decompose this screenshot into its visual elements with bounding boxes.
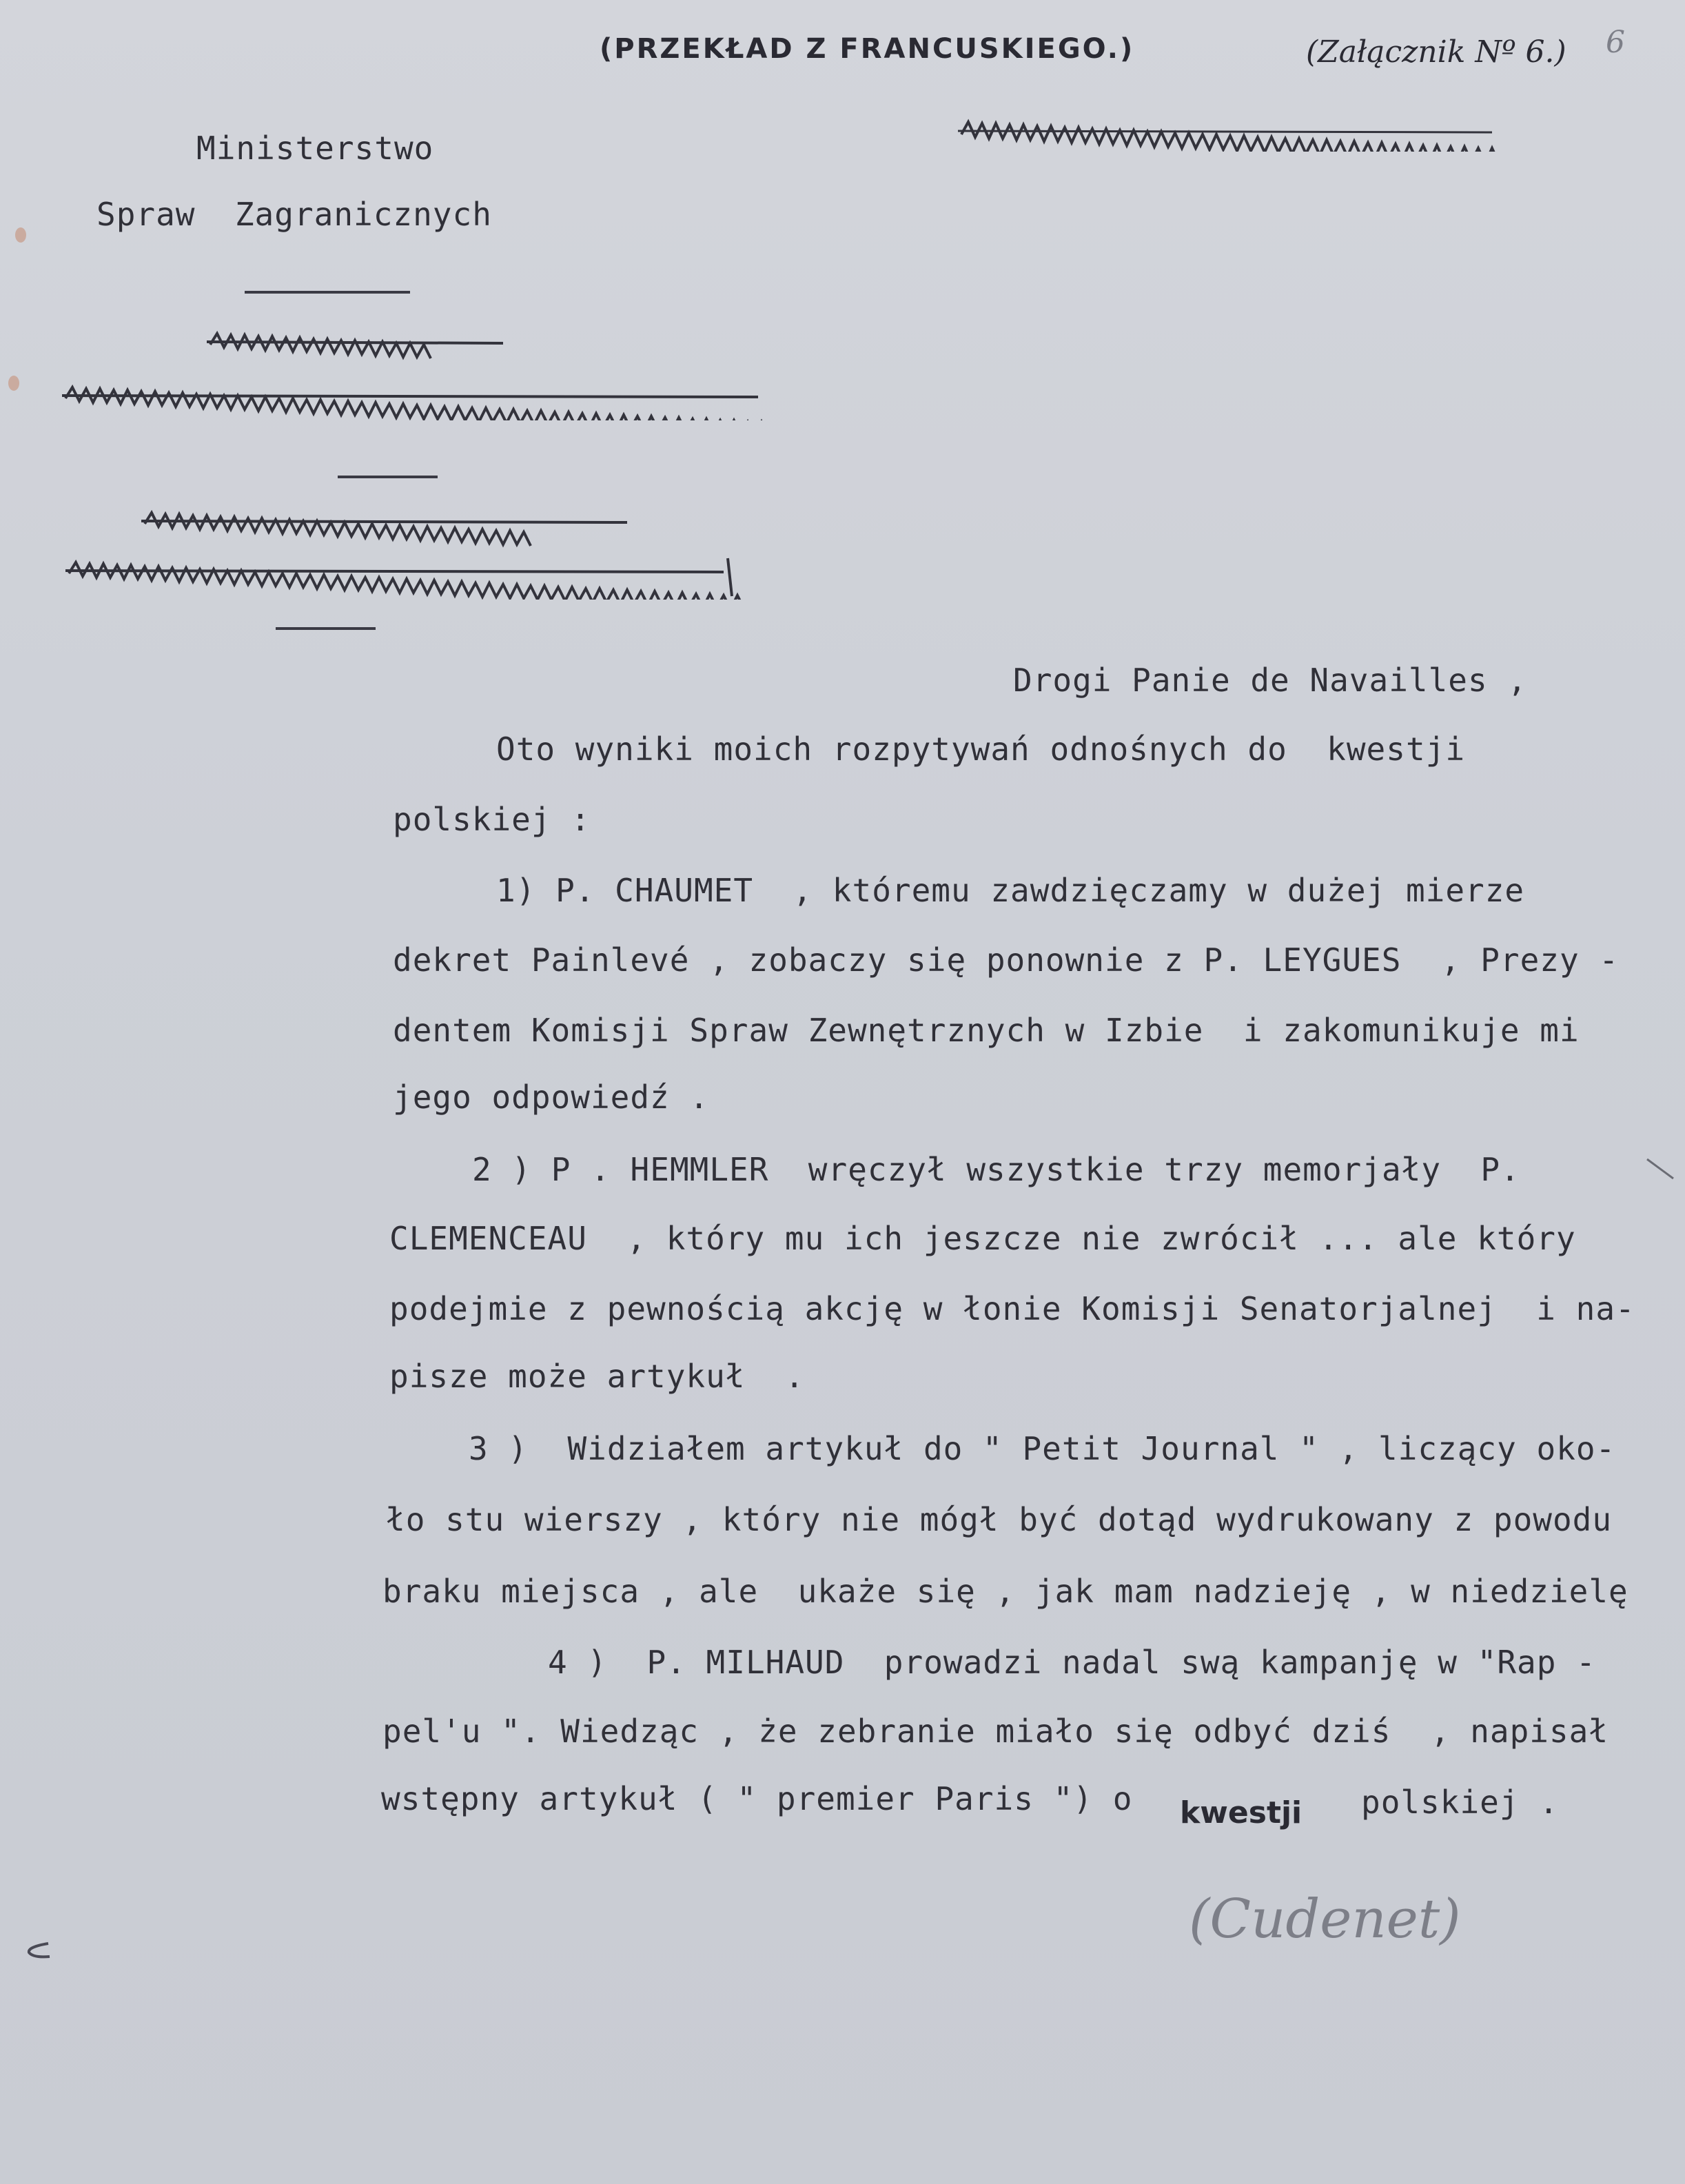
item1-line-1: 1) P. CHAUMET , któremu zawdzięczamy w dużej mierze — [496, 872, 1525, 909]
margin-tick — [1646, 1158, 1680, 1185]
divider-2 — [338, 476, 438, 478]
item4-inserted-word: kwestji — [1180, 1795, 1303, 1830]
struck-out-header-right — [958, 110, 1495, 152]
stain-spot — [8, 376, 19, 391]
item2-line-4: pisze może artykuł . — [389, 1358, 805, 1395]
item1-line-4: jego odpowiedź . — [393, 1079, 710, 1116]
stain-spot — [15, 227, 26, 243]
item4-line-3: wstępny artykuł ( " premier Paris ") o — [381, 1780, 1133, 1817]
struck-out-subdepartment — [62, 496, 744, 600]
item3-line-1: 3 ) Widziałem artykuł do " Petit Journal " , liczący oko- — [469, 1430, 1616, 1467]
page-number: 6 — [1606, 25, 1625, 60]
item1-line-3: dentem Komisji Spraw Zewnętrznych w Izbie i zakomunikuje mi — [393, 1012, 1580, 1049]
salutation: Drogi Panie de Navailles , — [1013, 662, 1528, 699]
divider-3 — [276, 627, 376, 630]
attachment-label: (Załącznik Nº 6.) — [1306, 34, 1566, 70]
signature: (Cudenet) — [1189, 1888, 1461, 1950]
item4-line-3-end: polskiej . — [1361, 1784, 1559, 1821]
struck-out-department — [62, 324, 772, 420]
item3-line-3: braku miejsca , ale ukaże się , jak mam nadzieję , w niedzielę — [382, 1573, 1628, 1610]
intro-line-2: polskiej : — [393, 801, 591, 838]
item2-line-2: CLEMENCEAU , który mu ich jeszcze nie zwrócił ... ale który — [389, 1220, 1576, 1257]
translation-note: (PRZEKŁAD Z FRANCUSKIEGO.) — [600, 33, 1135, 65]
intro-line-1: Oto wyniki moich rozpytywań odnośnych do kwestji — [496, 731, 1466, 768]
item4-line-2: pel'u ". Wiedząc , że zebranie miało się odbyć dziś , napisał — [382, 1713, 1609, 1750]
ministry-line-1: Ministerstwo — [196, 130, 434, 167]
divider-1 — [245, 291, 410, 294]
item4-line-1: 4 ) P. MILHAUD prowadzi nadal swą kampanję w "Rap - — [548, 1644, 1596, 1681]
item3-line-2: ło stu wierszy , który nie mógł być dotąd wydrukowany z powodu — [386, 1501, 1613, 1538]
item1-line-2: dekret Painlevé , zobaczy się ponownie z P. LEYGUES , Prezy - — [393, 941, 1620, 979]
ministry-line-2: Spraw Zagranicznych — [96, 196, 492, 233]
margin-mark — [21, 1940, 55, 1961]
item2-line-3: podejmie z pewnością akcję w łonie Komisji Senatorjalnej i na- — [389, 1290, 1635, 1327]
item2-line-1: 2 ) P . HEMMLER wręczył wszystkie trzy memorjały P. — [472, 1151, 1520, 1188]
